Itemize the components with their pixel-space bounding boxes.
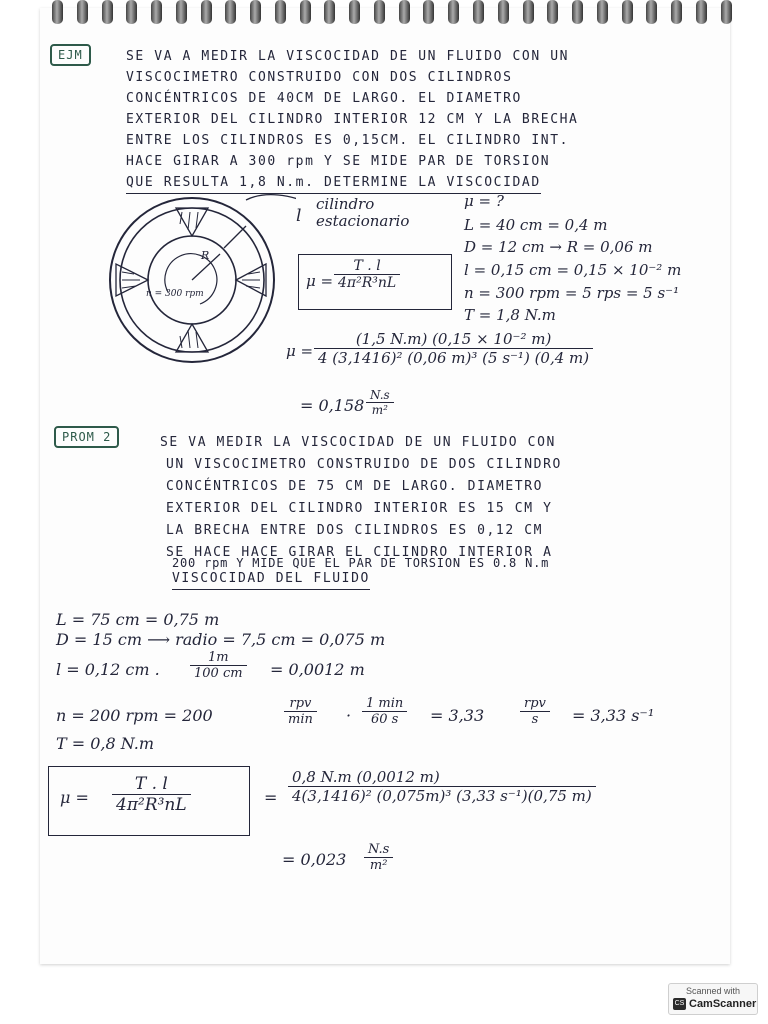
formula-lhs: μ =	[60, 788, 89, 807]
example-result-value: = 0,158	[300, 396, 365, 415]
formula-denominator: 4π²R³nL	[116, 795, 187, 815]
camscanner-watermark	[668, 983, 758, 1015]
statement-line: LA BRECHA ENTRE DOS CILINDROS ES 0,12 CM	[166, 523, 544, 538]
statement-line: SE VA A MEDIR LA VISCOCIDAD DE UN FLUIDO CON UN	[126, 49, 570, 64]
substitution-lhs: =	[264, 788, 278, 807]
gap-label: l	[296, 206, 302, 226]
fraction-denominator: 100 cm	[194, 666, 243, 681]
fraction-denominator: min	[288, 712, 313, 727]
given-n-fraction2	[362, 696, 407, 727]
statement-line: UN VISCOCIMETRO CONSTRUIDO DE DOS CILINDRO	[166, 457, 562, 472]
given-n-fraction1	[284, 696, 317, 727]
unit-numerator: N.s	[364, 842, 393, 858]
formula-fraction	[112, 774, 191, 815]
fraction-numerator: rpv	[520, 696, 550, 712]
given-n-mid: = 3,33	[430, 706, 485, 725]
unit-denominator: m²	[371, 403, 388, 417]
unit-numerator: N.s	[366, 388, 394, 403]
statement-line: 200 rpm Y MIDE QUE EL PAR DE TORSION ES 0.8 N.m	[172, 556, 550, 570]
given-T: T = 0,8 N.m	[56, 734, 155, 753]
statement-line: CONCÉNTRICOS DE 75 CM DE LARGO. DIAMETRO	[166, 479, 544, 494]
given-D: D = 15 cm ⟶ radio = 7,5 cm = 0,075 m	[56, 630, 386, 649]
substitution-fraction	[288, 768, 596, 805]
concentric-cylinders-diagram	[96, 192, 296, 372]
unit-denominator: m²	[369, 858, 388, 873]
statement-line: CONCÉNTRICOS DE 40CM DE LARGO. EL DIAMETRO	[126, 91, 522, 106]
substitution-denominator: 4 (3,1416)² (0,06 m)³ (5 s⁻¹) (0,4 m)	[318, 349, 590, 367]
statement-line: EXTERIOR DEL CILINDRO INTERIOR 12 CM Y LA BRECHA	[126, 112, 579, 127]
problem2-result-value: = 0,023	[282, 850, 347, 869]
statement-line: HACE GIRAR A 300 rpm Y SE MIDE PAR DE TORSION	[126, 154, 551, 169]
given-l-rhs: = 0,0012 m	[270, 660, 365, 679]
speed-label: n = 300 rpm	[146, 289, 204, 299]
statement-line: VISCOCIMETRO CONSTRUIDO CON DOS CILINDROS	[126, 70, 513, 85]
substitution-numerator: 0,8 N.m (0,0012 m)	[288, 768, 596, 787]
statement-line: SE VA MEDIR LA VISCOCIDAD DE UN FLUIDO CON	[160, 435, 556, 450]
formula-fraction	[334, 258, 400, 291]
statement-line: EXTERIOR DEL CILINDRO INTERIOR ES 15 CM Y	[166, 501, 553, 516]
problem2-label: PROM 2	[54, 426, 119, 448]
given-L: L = 75 cm = 0,75 m	[56, 610, 220, 629]
given-item: D = 12 cm → R = 0,06 m	[464, 238, 653, 256]
substitution-numerator: (1,5 N.m) (0,15 × 10⁻² m)	[314, 330, 593, 349]
given-item: μ = ?	[464, 192, 504, 210]
given-item: L = 40 cm = 0,4 m	[464, 216, 608, 234]
formula-numerator: T . l	[334, 258, 400, 275]
formula-lhs: μ =	[306, 272, 334, 290]
given-n-rhs: = 3,33 s⁻¹	[572, 706, 655, 725]
statement-line: SE HACE HACE GIRAR EL CILINDRO INTERIOR A	[166, 545, 553, 560]
radius-label: R	[201, 249, 210, 262]
fraction-numerator: rpv	[284, 696, 317, 712]
camscanner-logo-icon: CS	[673, 998, 686, 1010]
stationary-cylinder-label: cilindro estacionario	[316, 195, 410, 230]
problem2-result-unit	[364, 842, 393, 873]
given-n-fraction3	[520, 696, 550, 727]
given-l-lhs: l = 0,12 cm .	[56, 660, 160, 679]
given-item: l = 0,15 cm = 0,15 × 10⁻² m	[464, 261, 682, 279]
statement-line: QUE RESULTA 1,8 N.m. DETERMINE LA VISCOCIDAD	[126, 172, 541, 194]
example-result-unit	[366, 388, 394, 417]
given-item: n = 300 rpm = 5 rps = 5 s⁻¹	[464, 284, 680, 302]
watermark-line1: Scanned with	[685, 986, 741, 996]
given-item: T = 1,8 N.m	[464, 306, 556, 324]
given-n-lhs: n = 200 rpm = 200	[56, 706, 213, 725]
statement-line: ENTRE LOS CILINDROS ES 0,15CM. EL CILINDRO INT.	[126, 133, 570, 148]
spiral-binding	[52, 0, 732, 30]
watermark-line2: CamScanner	[689, 998, 757, 1010]
fraction-denominator: 60 s	[370, 712, 399, 727]
example-label: EJM	[50, 44, 91, 66]
substitution-fraction	[314, 330, 593, 367]
formula-numerator: T . l	[112, 774, 191, 795]
formula-denominator: 4π²R³nL	[338, 275, 397, 291]
multiply-dot: ·	[346, 706, 352, 725]
fraction-denominator: s	[531, 712, 539, 727]
given-l-fraction	[190, 650, 247, 681]
substitution-lhs: μ =	[286, 342, 314, 360]
statement-line: VISCOCIDAD DEL FLUIDO	[172, 568, 370, 590]
substitution-denominator: 4(3,1416)² (0,075m)³ (3,33 s⁻¹)(0,75 m)	[292, 787, 592, 805]
fraction-numerator: 1 min	[362, 696, 407, 712]
fraction-numerator: 1m	[190, 650, 247, 666]
